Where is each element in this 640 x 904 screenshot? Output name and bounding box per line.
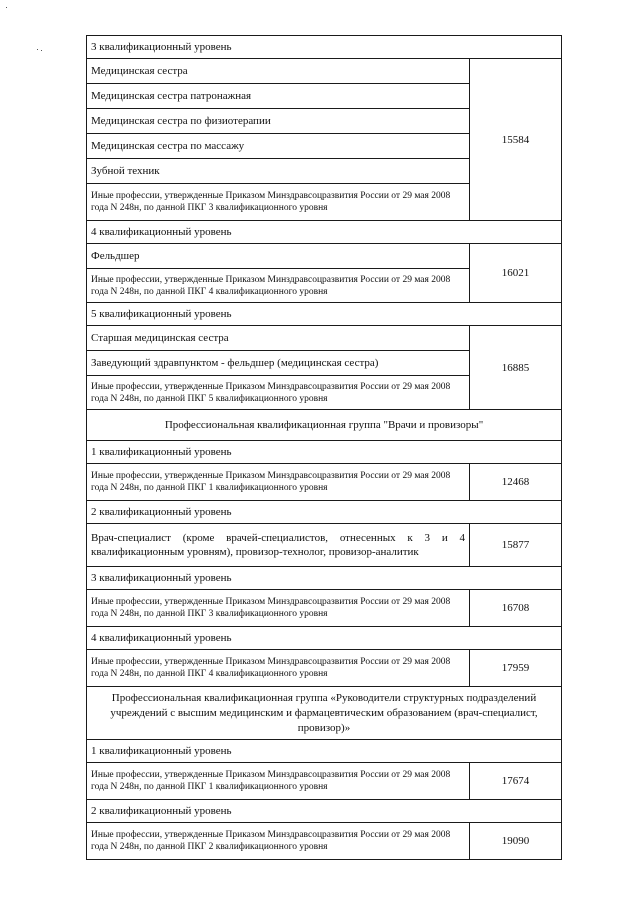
level-header: 4 квалификационный уровень (87, 627, 562, 650)
salary-table (86, 35, 562, 860)
table-row (87, 524, 562, 567)
level-header: 1 квалификационный уровень (87, 441, 562, 464)
salary-cell: 16021 (470, 244, 562, 303)
level-header: 2 квалификационный уровень (87, 501, 562, 524)
profession-cell: Заведующий здравпунктом - фельдшер (медицинская сестра) (87, 351, 470, 376)
level-header: 3 квалификационный уровень (87, 36, 562, 59)
profession-cell: Старшая медицинская сестра (87, 326, 470, 351)
table-row (87, 823, 562, 860)
profession-cell: Медицинская сестра (87, 59, 470, 84)
table-row (87, 687, 562, 740)
salary-cell: 16885 (470, 326, 562, 410)
other-professions-cell: Иные профессии, утвержденные Приказом Минздравсоцразвития России от 29 мая 2008 года N 248н, по данной ПКГ 1 квалификационного уровня (87, 763, 470, 800)
table-row (87, 59, 562, 84)
other-professions-cell: Иные профессии, утвержденные Приказом Минздравсоцразвития России от 29 мая 2008 года N 248н, по данной ПКГ 5 квалификационного уровня (87, 376, 470, 410)
level-header: 2 квалификационный уровень (87, 800, 562, 823)
salary-cell: 12468 (470, 464, 562, 501)
table-row (87, 501, 562, 524)
profession-cell: Фельдшер (87, 244, 470, 269)
salary-cell: 19090 (470, 823, 562, 860)
table-row (87, 244, 562, 269)
table-row (87, 740, 562, 763)
other-professions-cell: Иные профессии, утвержденные Приказом Минздравсоцразвития России от 29 мая 2008 года N 248н, по данной ПКГ 4 квалификационного уровня (87, 650, 470, 687)
table-row (87, 650, 562, 687)
scan-speck (37, 49, 38, 50)
salary-cell: 16708 (470, 590, 562, 627)
table-row (87, 464, 562, 501)
other-professions-cell: Иные профессии, утвержденные Приказом Минздравсоцразвития России от 29 мая 2008 года N 248н, по данной ПКГ 3 квалификационного уровня (87, 184, 470, 221)
scan-speck (41, 50, 42, 51)
salary-cell: 15877 (470, 524, 562, 567)
other-professions-cell: Иные профессии, утвержденные Приказом Минздравсоцразвития России от 29 мая 2008 года N 248н, по данной ПКГ 4 квалификационного уровня (87, 269, 470, 303)
salary-cell: 17674 (470, 763, 562, 800)
group-title: Профессиональная квалификационная группа "Врачи и провизоры" (87, 410, 562, 441)
table-row (87, 221, 562, 244)
group-title: Профессиональная квалификационная группа «Руководители структурных подразделений учреждений с высшим медицинским и фармацевтическим образованием (врач-специалист, провизор)» (87, 687, 562, 740)
profession-cell: Медицинская сестра патронажная (87, 84, 470, 109)
table-row (87, 590, 562, 627)
level-header: 3 квалификационный уровень (87, 567, 562, 590)
table-row (87, 567, 562, 590)
table-row (87, 410, 562, 441)
table-row (87, 441, 562, 464)
table-row (87, 36, 562, 59)
table-row (87, 627, 562, 650)
profession-cell: Медицинская сестра по физиотерапии (87, 109, 470, 134)
salary-cell: 15584 (470, 59, 562, 221)
level-header: 5 квалификационный уровень (87, 303, 562, 326)
other-professions-cell: Иные профессии, утвержденные Приказом Минздравсоцразвития России от 29 мая 2008 года N 248н, по данной ПКГ 2 квалификационного уровня (87, 823, 470, 860)
level-header: 4 квалификационный уровень (87, 221, 562, 244)
other-professions-cell: Иные профессии, утвержденные Приказом Минздравсоцразвития России от 29 мая 2008 года N 248н, по данной ПКГ 3 квалификационного уровня (87, 590, 470, 627)
scan-speck (6, 7, 7, 8)
level-header: 1 квалификационный уровень (87, 740, 562, 763)
other-professions-cell: Иные профессии, утвержденные Приказом Минздравсоцразвития России от 29 мая 2008 года N 248н, по данной ПКГ 1 квалификационного уровня (87, 464, 470, 501)
table-row (87, 326, 562, 351)
salary-cell: 17959 (470, 650, 562, 687)
profession-cell: Врач-специалист (кроме врачей-специалистов, отнесенных к 3 и 4 квалификационным уровням), провизор-технолог, провизор-аналитик (87, 524, 470, 567)
table-row (87, 800, 562, 823)
table-row (87, 303, 562, 326)
profession-cell: Медицинская сестра по массажу (87, 134, 470, 159)
profession-cell: Зубной техник (87, 159, 470, 184)
table-row (87, 763, 562, 800)
